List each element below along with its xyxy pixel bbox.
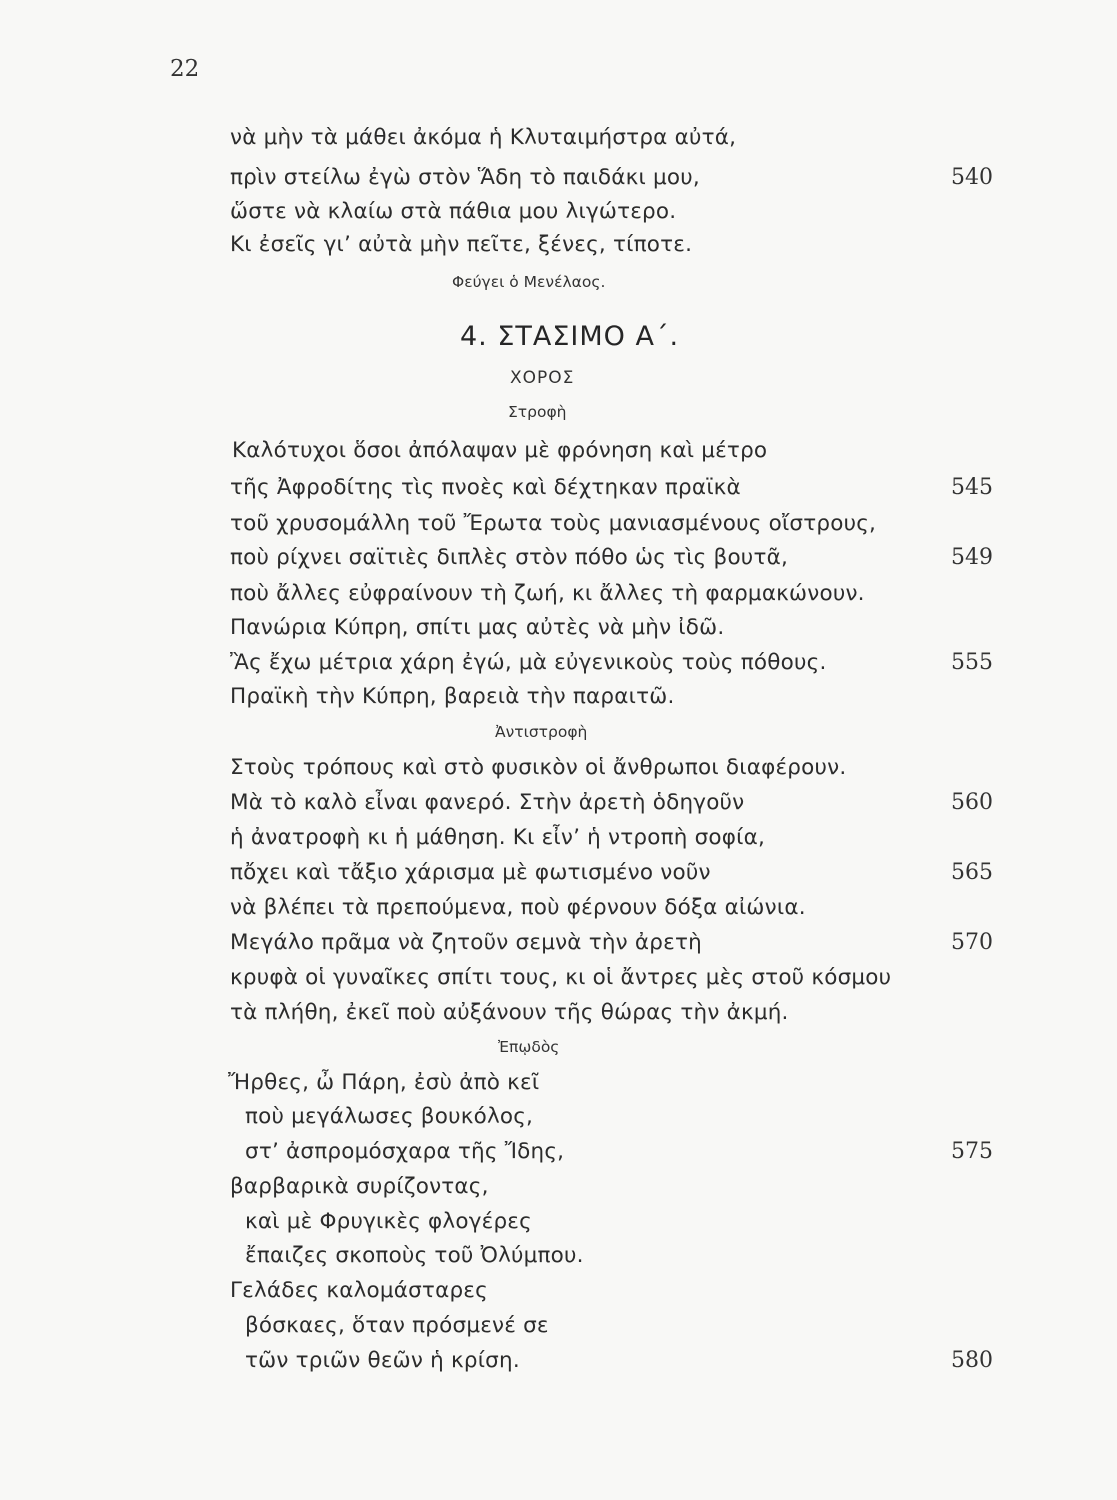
verse-line: πὄχει καὶ τἄξιο χάρισμα μὲ φωτισμένο νοῦν [230, 860, 711, 885]
verse-line: στ’ ἀσπρομόσχαρα τῆς Ἴδης, [245, 1139, 565, 1164]
strophe-label: Στροφὴ [508, 403, 567, 421]
verse-line: καὶ μὲ Φρυγικὲς φλογέρες [245, 1209, 532, 1234]
verse-line: νὰ μὴν τὰ μάθει ἀκόμα ἡ Κλυταιμήστρα αὐτά, [230, 125, 737, 150]
verse-line: τῆς Ἀφροδίτης τὶς πνοὲς καὶ δέχτηκαν πραϊκὰ [230, 475, 741, 500]
verse-line: τὰ πλήθη, ἐκεῖ ποὺ αὐξάνουν τῆς θώρας τὴν ἀκμή. [230, 1000, 789, 1025]
verse-line: Πανώρια Κύπρη, σπίτι μας αὐτὲς νὰ μὴν ἰδῶ. [230, 615, 725, 640]
line-number: 560 [951, 790, 993, 815]
verse-line: ἡ ἀνατροφὴ κι ἡ μάθηση. Κι εἶν’ ἡ ντροπὴ σοφία, [230, 825, 766, 850]
verse-line: ὥστε νὰ κλαίω στὰ πάθια μου λιγώτερο. [230, 199, 677, 224]
verse-line: βαρβαρικὰ συρίζοντας, [230, 1174, 489, 1199]
line-number: 545 [951, 475, 993, 500]
verse-line: ποὺ μεγάλωσες βουκόλος, [245, 1104, 534, 1129]
verse-line: ἔπαιζες σκοποὺς τοῦ Ὀλύμπου. [245, 1243, 584, 1268]
verse-line: νὰ βλέπει τὰ πρεπούμενα, ποὺ φέρνουν δόξα αἰώνια. [230, 895, 806, 920]
page-number: 22 [170, 56, 200, 82]
line-number: 565 [951, 860, 993, 885]
verse-line: Ἤρθες, ὦ Πάρη, ἐσὺ ἀπὸ κεῖ [228, 1070, 540, 1095]
verse-line: τοῦ χρυσομάλλη τοῦ Ἔρωτα τοὺς μανιασμένους οἴστρους, [230, 511, 877, 536]
verse-line: Ἂς ἔχω μέτρια χάρη ἐγώ, μὰ εὐγενικοὺς τοὺς πόθους. [230, 650, 827, 675]
verse-line: Στοὺς τρόπους καὶ στὸ φυσικὸν οἱ ἄνθρωποι διαφέρουν. [230, 755, 847, 780]
antistrophe-label: Ἀντιστροφὴ [495, 723, 588, 741]
verse-line: Γελάδες καλομάσταρες [230, 1278, 488, 1303]
verse-line: ποὺ ἄλλες εὐφραίνουν τὴ ζωή, κι ἄλλες τὴ φαρμακώνουν. [230, 581, 865, 606]
line-number: 570 [951, 930, 993, 955]
speaker-label: ΧΟΡΟΣ [510, 368, 575, 388]
verse-line: τῶν τριῶν θεῶν ἡ κρίση. [245, 1348, 520, 1373]
verse-line: Πραϊκὴ τὴν Κύπρη, βαρειὰ τὴν παραιτῶ. [230, 684, 675, 709]
line-number: 549 [951, 545, 993, 570]
verse-line: πρὶν στείλω ἐγὼ στὸν Ἅδη τὸ παιδάκι μου, [230, 165, 700, 190]
line-number: 540 [951, 165, 993, 190]
line-number: 575 [951, 1139, 993, 1164]
verse-line: βόσκαες, ὅταν πρόσμενέ σε [245, 1313, 549, 1338]
verse-line: ποὺ ρίχνει σαϊτιὲς διπλὲς στὸν πόθο ὡς τὶς βουτᾶ, [230, 545, 788, 570]
section-heading: 4. ΣΤΑΣΙΜΟ Α΄. [460, 321, 680, 352]
stage-direction: Φεύγει ὁ Μενέλαος. [452, 273, 606, 291]
verse-line: κρυφὰ οἱ γυναῖκες σπίτι τους, κι οἱ ἄντρες μὲς στοῦ κόσμου [230, 965, 892, 990]
line-number: 580 [951, 1348, 993, 1373]
line-number: 555 [951, 650, 993, 675]
epode-label: Ἐπῳδὸς [498, 1038, 560, 1056]
verse-line: Καλότυχοι ὅσοι ἀπόλαψαν μὲ φρόνηση καὶ μέτρο [232, 438, 768, 463]
verse-line: Μὰ τὸ καλὸ εἶναι φανερό. Στὴν ἀρετὴ ὁδηγοῦν [230, 790, 745, 815]
verse-line: Κι ἐσεῖς γι’ αὐτὰ μὴν πεῖτε, ξένες, τίποτε. [230, 232, 693, 257]
verse-line: Μεγάλο πρᾶμα νὰ ζητοῦν σεμνὰ τὴν ἀρετὴ [230, 930, 702, 955]
